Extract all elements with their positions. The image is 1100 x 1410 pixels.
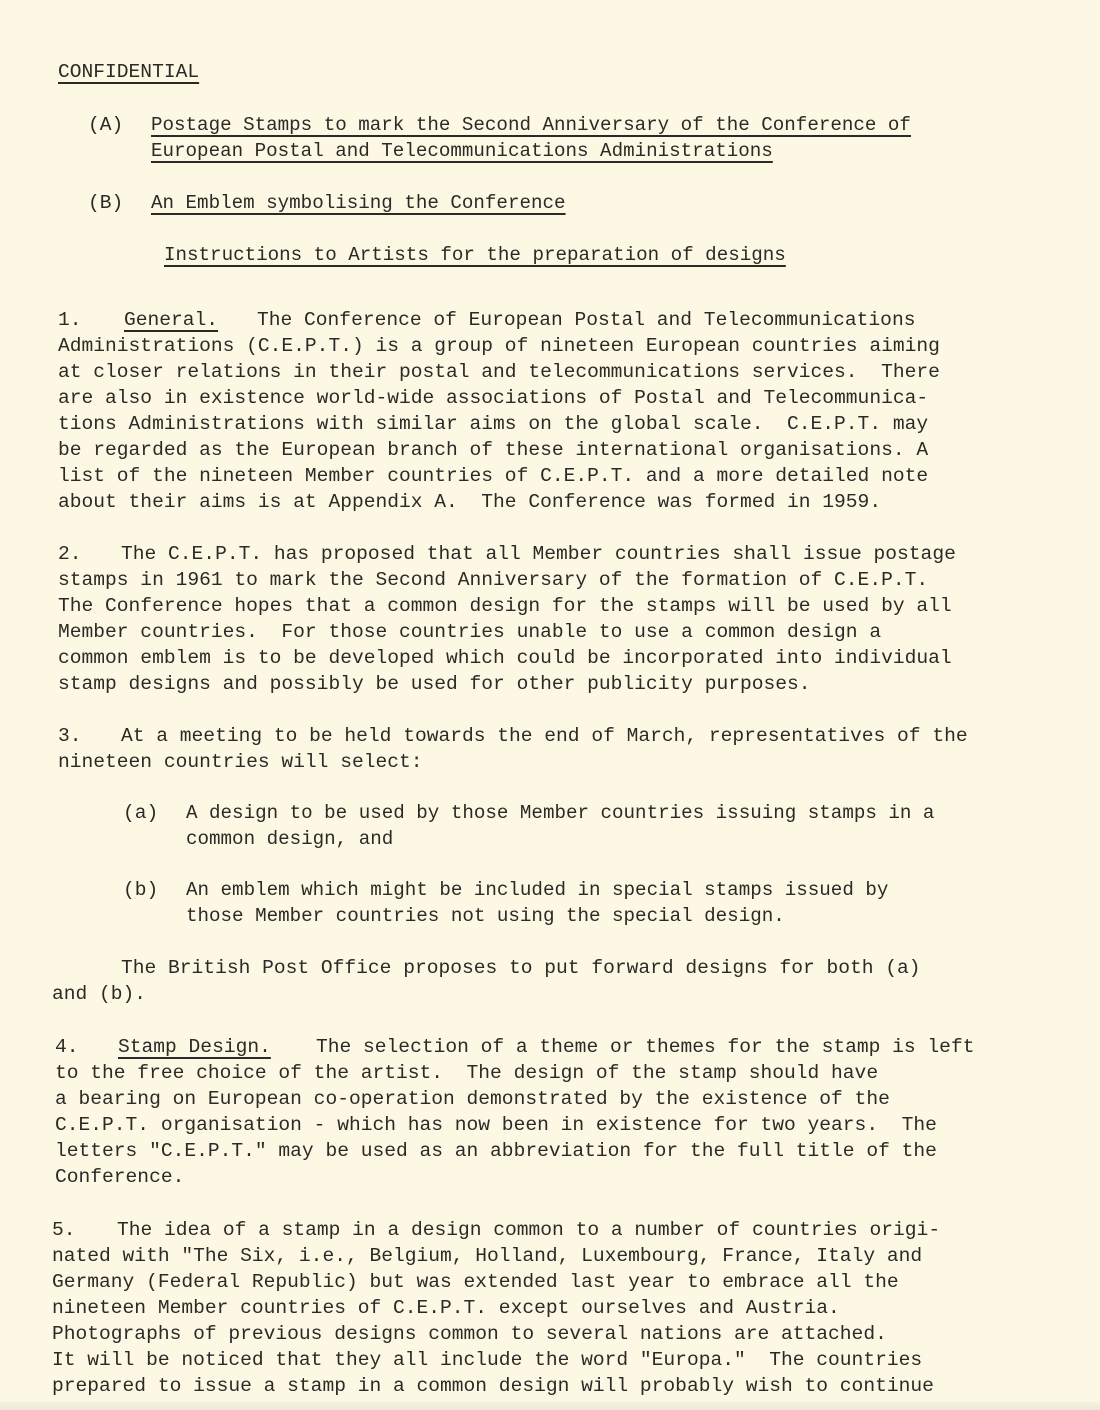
classification-label: CONFIDENTIAL <box>58 61 200 83</box>
paragraph-line: The C.E.P.T. has proposed that all Member countries shall issue postage <box>121 543 956 565</box>
paragraph-line: common emblem is to be developed which could be incorporated into individual <box>58 647 952 669</box>
paragraph-line: a bearing on European co-operation demonstrated by the existence of the <box>55 1088 890 1110</box>
paragraph-line: At a meeting to be held towards the end of March, representatives of the <box>121 725 968 747</box>
paragraph-line: at closer relations in their postal and telecommunications services. There <box>58 361 940 383</box>
paragraph-line: Member countries. For those countries unable to use a common design a <box>58 621 882 643</box>
paragraph-line: The idea of a stamp in a design common to a number of countries origi- <box>117 1219 941 1241</box>
list-item-line: A design to be used by those Member countries issuing stamps in a <box>186 802 935 824</box>
paragraph-line: The Conference of European Postal and Telecommunications <box>257 309 916 331</box>
paragraph-number: 5. <box>52 1219 76 1241</box>
paragraph-line: letters "C.E.P.T." may be used as an abbreviation for the full title of the <box>55 1140 937 1162</box>
paragraph-line: be regarded as the European branch of these international organisations. A <box>58 439 929 461</box>
paragraph-line: The British Post Office proposes to put forward designs for both (a) <box>121 957 921 979</box>
paragraph-line: stamp designs and possibly be used for other publicity purposes. <box>58 673 811 695</box>
paragraph-number: 1. <box>58 309 82 331</box>
page-bottom-edge <box>0 1402 1100 1410</box>
heading-a-line2: European Postal and Telecommunications Administrations <box>151 140 773 162</box>
paragraph-line: Photographs of previous designs common to several nations are attached. <box>52 1323 887 1345</box>
paragraph-line: list of the nineteen Member countries of C.E.P.T. and a more detailed note <box>58 465 929 487</box>
paragraph-heading: Stamp Design. <box>118 1036 271 1058</box>
paragraph-line: stamps in 1961 to mark the Second Anniversary of the formation of C.E.P.T. <box>58 569 929 591</box>
paragraph-line: about their aims is at Appendix A. The Conference was formed in 1959. <box>58 491 882 513</box>
paragraph-line: Conference. <box>55 1166 185 1188</box>
paragraph-line: nineteen Member countries of C.E.P.T. except ourselves and Austria. <box>52 1297 840 1319</box>
paragraph-line: The Conference hopes that a common design for the stamps will be used by all <box>58 595 952 617</box>
list-item-line: An emblem which might be included in special stamps issued by <box>186 879 889 901</box>
paragraph-heading: General. <box>124 309 219 331</box>
document-subtitle: Instructions to Artists for the preparation of designs <box>164 244 786 266</box>
list-item-marker: (b) <box>123 879 159 901</box>
heading-a-line1: Postage Stamps to mark the Second Anniversary of the Conference of <box>151 114 911 136</box>
list-item-marker: (a) <box>123 802 159 824</box>
paragraph-line: tions Administrations with similar aims on the global scale. C.E.P.T. may <box>58 413 929 435</box>
paragraph-line: nated with "The Six, i.e., Belgium, Holland, Luxembourg, France, Italy and <box>52 1245 923 1267</box>
paragraph-line: Administrations (C.E.P.T.) is a group of nineteen European countries aiming <box>58 335 940 357</box>
paragraph-line: to the free choice of the artist. The design of the stamp should have <box>55 1062 879 1084</box>
paragraph-line: are also in existence world-wide associations of Postal and Telecommunica- <box>58 387 929 409</box>
paragraph-number: 2. <box>58 543 82 565</box>
paragraph-line: It will be noticed that they all include the word "Europa." The countries <box>52 1349 923 1371</box>
paragraph-line: prepared to issue a stamp in a common design will probably wish to continue <box>52 1375 934 1397</box>
paragraph-line: The selection of a theme or themes for the stamp is left <box>316 1036 975 1058</box>
list-item-line: common design, and <box>186 828 394 850</box>
paragraph-line: and (b). <box>52 983 147 1005</box>
heading-b-line1: An Emblem symbolising the Conference <box>151 192 566 214</box>
paragraph-number: 3. <box>58 725 82 747</box>
paragraph-line: C.E.P.T. organisation - which has now been in existence for two years. The <box>55 1114 937 1136</box>
heading-b-marker: (B) <box>88 192 124 214</box>
heading-a-marker: (A) <box>88 114 124 136</box>
list-item-line: those Member countries not using the special design. <box>186 905 785 927</box>
paragraph-line: Germany (Federal Republic) but was extended last year to embrace all the <box>52 1271 899 1293</box>
paragraph-line: nineteen countries will select: <box>58 751 423 773</box>
paragraph-number: 4. <box>55 1036 79 1058</box>
